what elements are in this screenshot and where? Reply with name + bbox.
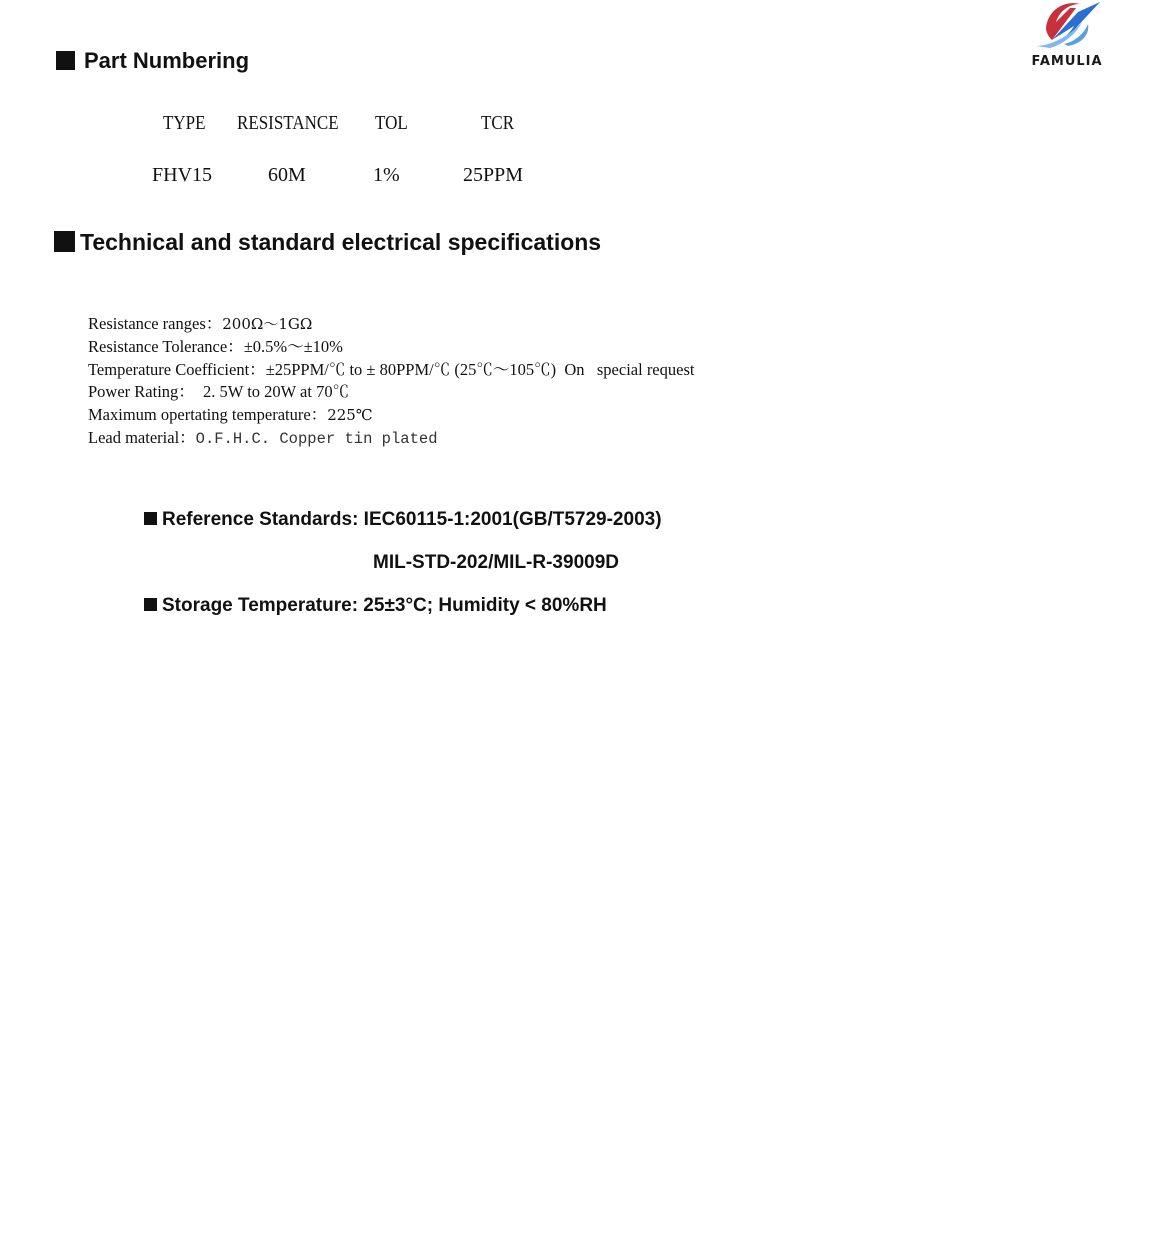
value-resistance: 60M bbox=[268, 164, 306, 186]
spec-value: O.F.H.C. Copper tin plated bbox=[195, 429, 438, 448]
reference-standards-second: MIL-STD-202/MIL-R-39009D bbox=[373, 552, 619, 573]
square-bullet-icon bbox=[54, 231, 75, 252]
reference-standards bbox=[144, 509, 662, 531]
spec-value: 2. 5W to 20W at 70℃ bbox=[194, 382, 350, 402]
header-tol: TOL bbox=[375, 112, 408, 134]
technical-title: Technical and standard electrical specifications bbox=[80, 229, 602, 255]
spec-max-temperature bbox=[88, 404, 694, 427]
famulia-logo bbox=[1024, 0, 1110, 72]
spec-value: ±25PPM/℃ to ± 80PPM/℃ (25℃～105℃) On special request bbox=[265, 359, 695, 379]
reference-standards-text: Reference Standards: IEC60115-1:2001(GB/T5729-2003) bbox=[162, 509, 662, 530]
spec-value: 225℃ bbox=[327, 406, 373, 425]
brand-name: FAMULIA bbox=[1031, 54, 1103, 69]
spec-resistance-ranges bbox=[88, 313, 694, 336]
spec-label: Power Rating： bbox=[88, 382, 195, 402]
square-bullet-icon bbox=[144, 512, 157, 525]
spec-lead-material bbox=[88, 427, 694, 451]
spec-label: Lead material： bbox=[88, 427, 196, 447]
spec-label: Temperature Coefficient： bbox=[88, 359, 266, 379]
value-type: FHV15 bbox=[152, 164, 213, 186]
value-tol: 1% bbox=[373, 164, 400, 186]
square-bullet-icon bbox=[144, 598, 157, 611]
spec-temperature-coefficient bbox=[88, 359, 694, 382]
spec-value: 200Ω～1GΩ bbox=[222, 315, 313, 333]
spec-list bbox=[88, 313, 694, 451]
spec-value: ±0.5%～±10% bbox=[243, 336, 343, 356]
famulia-logo-icon bbox=[1030, 0, 1106, 52]
technical-heading bbox=[54, 229, 601, 256]
header-resistance: RESISTANCE bbox=[237, 112, 339, 134]
header-type: TYPE bbox=[163, 112, 206, 134]
spec-label: Resistance ranges： bbox=[88, 314, 223, 333]
header-tcr: TCR bbox=[481, 112, 515, 134]
square-bullet-icon bbox=[56, 51, 75, 70]
part-numbering-heading bbox=[56, 48, 249, 74]
value-tcr: 25PPM bbox=[463, 164, 524, 186]
storage-temperature-text: Storage Temperature: 25±3°C; Humidity < 80%RH bbox=[162, 595, 607, 616]
spec-label: Resistance Tolerance： bbox=[88, 336, 244, 356]
spec-resistance-tolerance bbox=[88, 336, 694, 359]
storage-temperature bbox=[144, 595, 607, 617]
spec-label: Maximum opertating temperature： bbox=[88, 405, 328, 425]
spec-power-rating bbox=[88, 381, 694, 404]
part-numbering-title: Part Numbering bbox=[84, 48, 250, 73]
